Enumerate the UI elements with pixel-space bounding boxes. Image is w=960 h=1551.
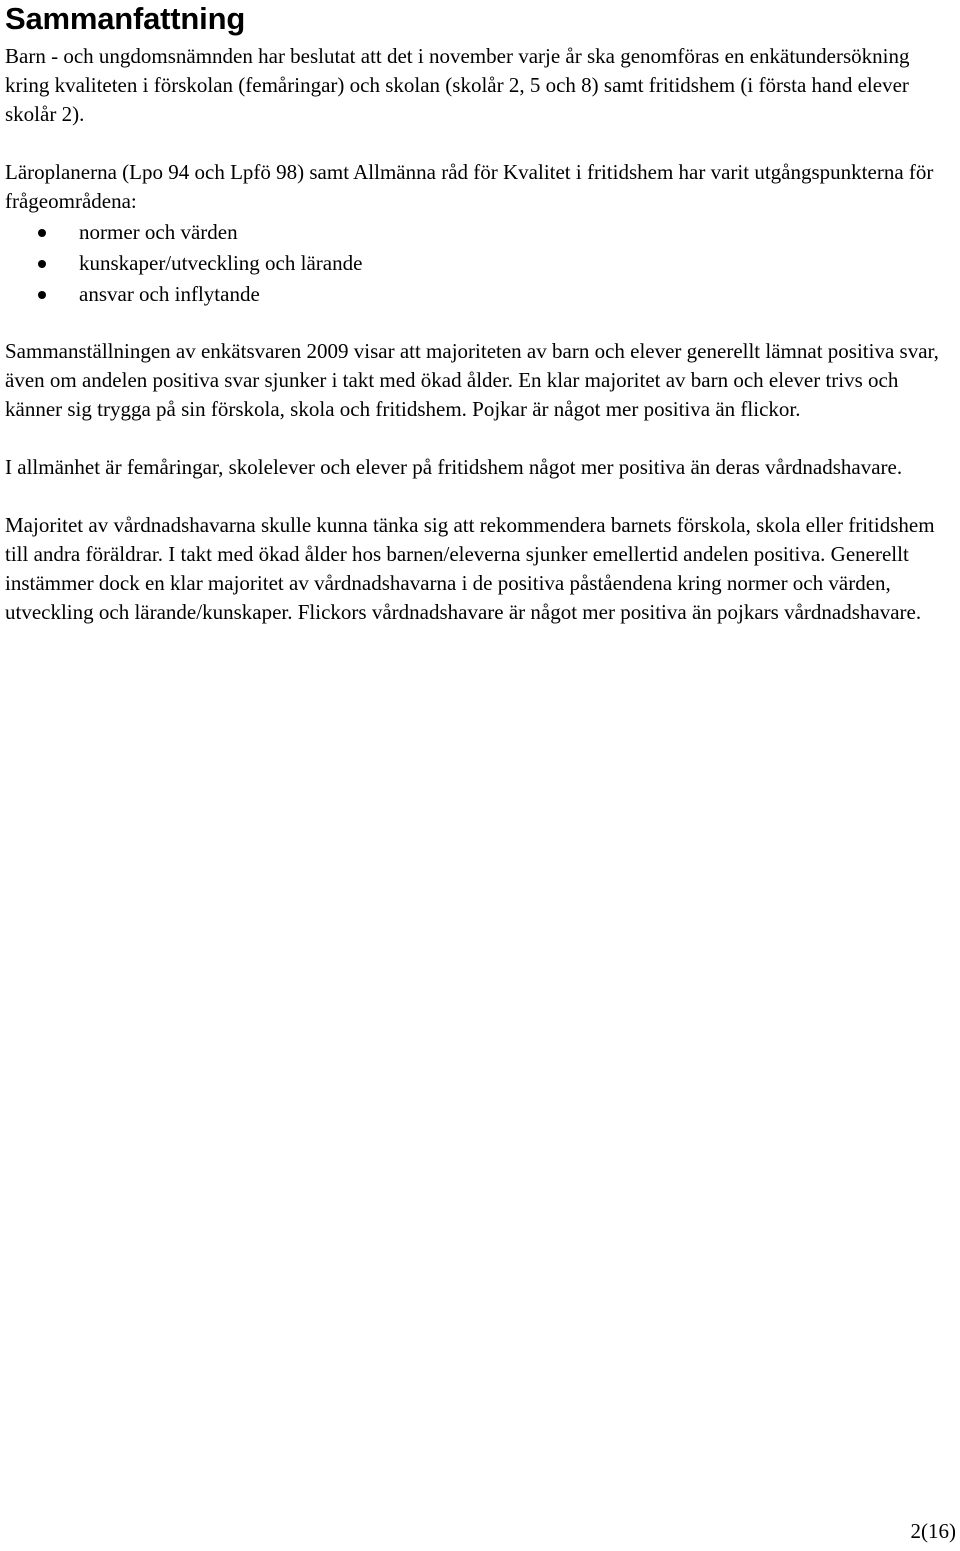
list-item-text: ansvar och inflytande: [79, 282, 260, 307]
bullet-icon: [38, 229, 46, 237]
intro-paragraph: Barn - och ungdomsnämnden har beslutat att det i november varje år ska genomföras en enkätundersökning kring kvaliteten i förskolan (femåringar) och skolan (skolår 2, 5 och 8) samt fritidshem (i första hand elever skolår 2).: [5, 44, 910, 127]
section-heading: Sammanfattning: [5, 1, 246, 36]
list-item-text: normer och värden: [79, 220, 238, 245]
page-number: 2(16): [910, 1519, 956, 1543]
list-item: [5, 248, 955, 279]
list-item: [5, 217, 955, 248]
list-item: [5, 279, 955, 310]
document-page: [5, 0, 955, 628]
bullet-icon: [38, 260, 46, 268]
list-item-text: kunskaper/utveckling och lärande: [79, 251, 363, 276]
curriculum-paragraph: Läroplanerna (Lpo 94 och Lpfö 98) samt Allmänna råd för Kvalitet i fritidshem har varit utgångspunkterna för frågeområdena:: [5, 159, 934, 213]
question-areas-list: [5, 217, 955, 310]
bullet-icon: [38, 291, 46, 299]
results-paragraph: Sammanställningen av enkätsvaren 2009 visar att majoriteten av barn och elever generellt lämnat positiva svar, även om andelen positiva svar sjunker i takt med ökad ålder. En klar majoritet av barn och elever trivs och känner sig trygga på sin förskola, skola och fritidshem. Pojkar är något mer positiva än flickor.: [5, 339, 939, 422]
guardians-paragraph: Majoritet av vårdnadshavarna skulle kunna tänka sig att rekommendera barnets förskola, skola eller fritidshem till andra föräldrar. I takt med ökad ålder hos barnen/eleverna sjunker emellertid andelen positiva. Generellt instämmer dock en klar majoritet av vårdnadshavarna i de positiva påståendena kring normer och värden, utveckling och lärande/kunskaper. Flickors vårdnadshavare är något mer positiva än pojkars vårdnadshavare.: [5, 512, 935, 625]
comparison-paragraph: I allmänhet är femåringar, skolelever och elever på fritidshem något mer positiva än deras vårdnadshavare.: [5, 454, 903, 479]
